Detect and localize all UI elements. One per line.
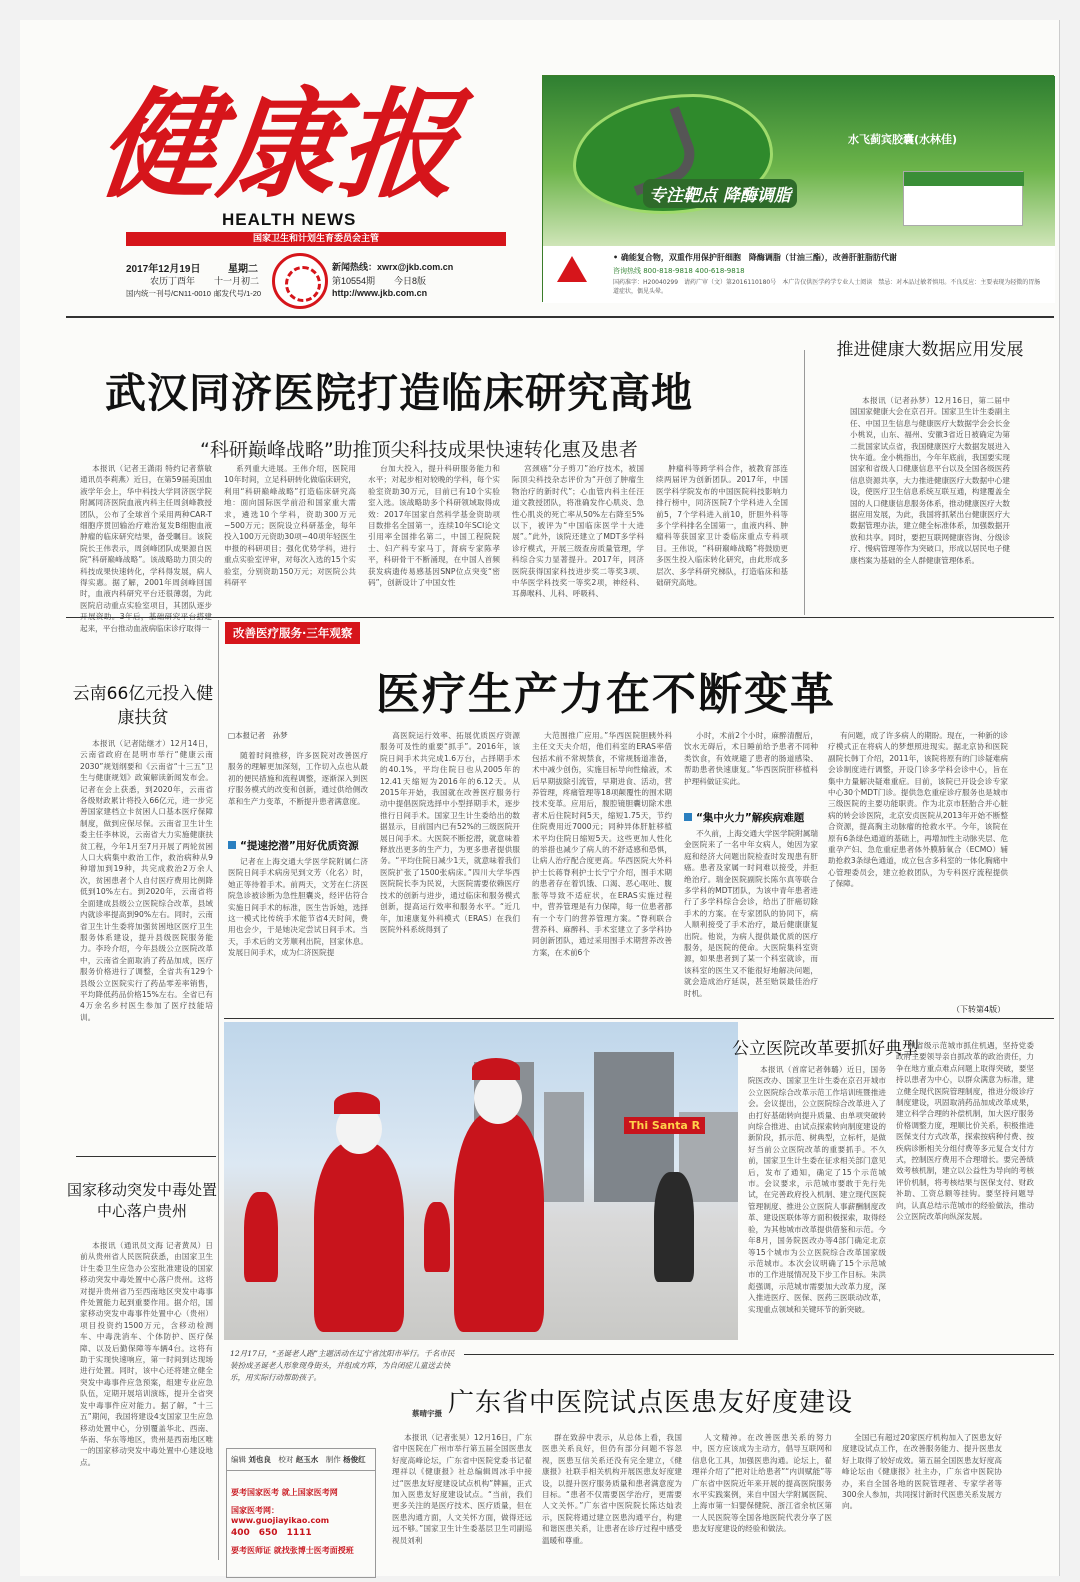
photo-credit: 蔡晴宇摄 bbox=[412, 1409, 442, 1418]
side3-headline: 国家移动突发中毒处置中心落户贵州 bbox=[66, 1181, 217, 1220]
runner-santa bbox=[424, 1202, 450, 1272]
ad-slogan: 专注靶点 降酶调脂 bbox=[643, 179, 797, 208]
side3-body: 本报讯（通讯员文海 记者黄凤）日前从贵州省人民医院获悉，由国家卫生计生委卫生应急办公室批准建设的国家移动突发中毒处置中心落户贵州。这将对提升贵州省乃至西南地区突发中毒事件处置能力起到重要作用。据介绍，国家移动突发中毒事件处置中心（贵州）项目投资约1500万元，含移动检测车、中毒洗消车、个体防护、医疗保障、以及后勤保障等车辆4台。这将有助于实现快速响应，第一时间到达现场进行处置。同时，该中心还将建立健全突发中毒事件应急预案，组建专业应急队伍，定期开展培训演练，提升全省突发中毒事件应对能力。据了解，“十三五”期间，我国将建设4支国家卫生应急移动处置中心，分别覆盖华北、西南、华南、华东等地区，贵州是西南地区唯一的国家移动突发中毒处置中心建设地点。 bbox=[80, 1241, 213, 1467]
square-icon bbox=[228, 841, 236, 849]
tcm-col-3: 人文精神。在改善医患关系的努力中，医方应该成为主动方，倡导互联网和信息化工具，加强医患沟通。论坛上，翟理祥介绍了“把对让给患者”“内训赋能”等广东省中医院近年来开展的提高医院服务水平实践案例，来自中国大学附属医院、上海市第一妇婴保健院、浙江省余杭区第一人民医院等全国各地医院代表分享了医患友好度建设的经验和做法。 bbox=[692, 1433, 832, 1534]
building bbox=[544, 1092, 584, 1202]
lead-headline: 武汉同济医院打造临床研究高地 bbox=[105, 369, 693, 417]
lunar-year: 农历丁酉年 bbox=[150, 276, 196, 286]
product-box-icon bbox=[903, 171, 1023, 226]
ad-line-1: • 确能复合物，双重作用保护肝细胞 降酶调脂（甘油三酯），改善肝脏脂肪代谢 bbox=[613, 253, 897, 262]
masthead-rule bbox=[66, 316, 1054, 318]
spectator bbox=[654, 1172, 694, 1282]
promo-line-2[interactable]: 国家医考网：www.guojiayikao.com bbox=[231, 1506, 330, 1525]
side2-body: 本报讯（记者陆继才）12月14日，云南省政府在昆明市举行“健康云南2030”规划纲要和《云南省“十三五”卫生与健康规划》政策解读新闻发布会。记者在会上获悉，到2020年，云南省各级财政累计将投入66亿元，进一步完善国家建档立卡贫困人口基本医疗保障制度，做到应保尽保。云南省卫生计生委主任李林说，云南省大力实施健康扶贫工程，今年1月至7月开展了两轮贫困人口大病集中救治工作，救治病种从9种增加到19种，共完成救治2万余人次，贫困患者个人自付医疗费用比例降低到10%左右。到2020年，云南省将全面建成县级公立医院综合改革，县域内就诊率提高到90%左右。同时，云南省卫生计生委将加强贫困地区医疗卫生服务体系建设，提升县级医院服务能力。李玲介绍，今年县级公立医院改革中，云南省全面取消了药品加成，医疗服务价格进行了调整，全省共有129个县级公立医院实行了药品零差率销售，平均降低药品价格15%左右。全省已有4万余名乡村医生参加了医疗技能培训。 bbox=[80, 739, 213, 1022]
lead-col-1: 本报讯（记者王潇雨 特约记者蔡敏 通讯员李莉燕）近日，在第59届美国血液学年会上，华中科技大学同济医学院附属同济医院血液内科主任周剑峰教授团队，公布了全球首个采用两种CAR-T细胞序贯回输治疗难治复发B细胞血液肿瘤的临床研究结果，备受瞩目。该院院长王伟表示，周剑峰团队成果源自医院“科研巅峰战略”。该战略助力顶尖的科技成果快速转化，学科得发展，病人得实惠。据了解，2001年周剑峰回国时，血液内科研究平台还很薄弱，为此医院启动重点实验室项目，其团队逐步 起来，平台推动血液病临床诊疗取得一 bbox=[80, 464, 212, 633]
staff-credits: 编辑 刘也良 校对 赵玉水 制作 杨俊红 bbox=[227, 1449, 375, 1471]
lead-col-2: 系列重大进展。王伟介绍，医院用10年时间，立足科研转化做临床研究，利用“科研巅峰战略”打造临床研究高地：面向国际医学前沿和国家重大需求，遴选10个学科，资助300万元~500万元；医院设立科研基金，每年投入100万元资助30项~40项年轻医生申报的科研项目；强化优势学科，进行重点实验室评审，对每次入选的15个实验室，分别资助150万元；对医院公共科研平 bbox=[224, 464, 356, 588]
tcm-headline: 广东省中医院试点医患友好度建设 bbox=[448, 1388, 854, 1418]
runner-santa bbox=[244, 1192, 278, 1282]
ad-brand: 水飞蓟宾胶囊(水林佳) bbox=[848, 133, 958, 146]
masthead-banner: 国家卫生和计划生育委员会主管 bbox=[126, 232, 506, 246]
issue-weekday: 星期二 bbox=[228, 264, 258, 275]
santa-run-photo bbox=[224, 1022, 738, 1340]
tasly-logo-icon bbox=[549, 256, 595, 296]
santa-hat bbox=[472, 1058, 520, 1080]
lead-col-3: 台加大投入，提升科研服务能力和水平；对起步相对较晚的学科，每个实验室资助30万元，目前已有10个实验室入选。该战略助多个科研领域取得成效：2017年国家自然科学基金资助项目数排名全国第一，连续10年SCI论文引用率全国排名第二，中国工程院院士、妇产科专家马丁，肾病专家陈孝平，科研骨干不断涌现，在中国人首频获发病遗传易感基因SNP位点突变“密码”，创新设计了中国女性 bbox=[368, 464, 500, 588]
masthead-english: HEALTH NEWS bbox=[222, 210, 357, 229]
tcm-col-1: 本报讯（记者张昊）12月16日，广东省中医院在广州市举行第五届全国医患友好度高峰论坛，广东省中医院党委书记翟理祥以《健康报》社总编辑周冰手中接过“医患友好度建设试点机构”牌匾，正式加入医患友好度建设试点。“当前，我们更多关注的是医疗技术、医疗质量，但在医患沟通方面，人文关怀方面，做得还远远不够。”国家卫生计生委基层卫生司副巡视员刘利 bbox=[392, 1433, 532, 1545]
feature-subhead-1: “提速挖潜”用好优质资源 bbox=[228, 838, 359, 853]
tcm-col-4: 全国已有超过20家医疗机构加入了医患友好度建设试点工作，在改善服务能力、提升医患友好上取得了较好成效。第五届全国医患友好度高峰论坛由《健康报》社主办，广东省中医院协办，来自全国各地的医院管理者、专家学者等300余人参加，共同探讨新时代医患关系发展方向。 bbox=[842, 1433, 1002, 1511]
lead-subhead: “科研巅峰战略”助推顶尖科技成果快速转化惠及患者 bbox=[200, 439, 638, 461]
ad-image bbox=[543, 76, 1055, 246]
side1-body: 本报讯（记者孙梦）12月16日，第二届中国国家健康大会在京召开。国家卫生计生委副主任、中国卫生信息与健康医疗大数据学会会长金小桃说，山东、福州、安徽3省近日被确定为第二批国家试点省，我国健康医疗大数据发展进入快车道。金小桃指出，今年年底前，我国要实现国家和省级人口健康信息平台以及全国各级医药信息资源共享，大力推进健康医疗大数据中心建设，使医疗卫生信息系统互联互通，构建覆盖全国的人口健康信息服务体系，推动健康医疗大数据应用发展，为此，我国将抓紧出台健康医疗大数据管理办法，建立健全标准体系，加强数据开放和共享。同时，要把互联网健康咨询、分级诊疗、慢病管理等作为突破口，形成以居民电子健康档案为基础的全人群健康管理体系。 bbox=[850, 396, 1010, 565]
website: http://www.jkb.com.cn bbox=[332, 288, 428, 298]
continued-note: （下转第4版） bbox=[952, 1005, 1006, 1014]
square-icon bbox=[684, 813, 692, 821]
reform-col-1: 本报讯（首席记者韩璐）近日，国务院医改办、国家卫生计生委在京召开城市公立医院综合改革示范工作培训班暨推进会。会议提出，公立医院综合改革进入了由打好基础转向提升质量、由单项突破转向综合推进、由试点探索转向制度建设的新阶段，抓示范、树典型，立标杆，是做好当前公立医院改革的重要抓手。不久前，国家卫生计生委在征求相关部门意见后，发布了通知，确定了15个示范城市。会议要求，示范城市要敢于先行先试，在完善政府投入机制、建立现代医院管理制度、推进公立医院人事薪酬制度改革、建设医联体等方面积极探索，取得经验，为其他城市改革提供借鉴和示范。今年8月，国务院医改办等4部门确定北京等15个城市为公立医院综合改革国家级示范城市。本次会议明确了15个示范城市的工作进展情况及下步工作目标。朱洪彪强调，示范城市需要加大改革力度，深入推进医疗、医保、医药三医联动改革，实现重点领域和关键环节的新突破。 bbox=[748, 1065, 886, 1314]
masthead-title: 健康报 bbox=[92, 75, 468, 214]
divider bbox=[804, 350, 805, 615]
ad-fineprint: 国药准字：H20040299 请药广审（文）第2016110180号 本广告仅供医学药学专业人士阅读 禁忌：对本品过敏者慎用。不良反应：主要表现为轻微的胃肠道症状，偶见头晕。 bbox=[613, 279, 1041, 295]
promo-phone: 400 650 1111 bbox=[231, 1528, 312, 1538]
issn: 国内统一刊号/CN11-0010 bbox=[126, 289, 211, 298]
page-count: 今日8版 bbox=[394, 276, 427, 286]
feature-col-4a: 小时，术前2个小时，麻醉清醒后，饮水无碍后，术日睡前给予患者不同种类饮食，有效规避了患者的肠道感染、帮助患者快速康复。”华西医院肝移植科护理科做证实此。 bbox=[684, 731, 818, 786]
masthead bbox=[92, 75, 500, 215]
side1-headline: 推进健康大数据应用发展 bbox=[836, 340, 1024, 360]
feature-headline: 医疗生产力在不断变革 bbox=[376, 669, 836, 720]
feature-subhead-2: “集中火力”解疾病难题 bbox=[684, 810, 804, 825]
promo-line-1: 要考国家医考 就上国家医考网 bbox=[231, 1488, 338, 1497]
lead-col-4: 宫颈癌“分子剪刀”治疗技术，被国际顶尖科技杂志评价为“开创了肿瘤生物治疗的新时代”；心血管内科主任汪道文教授团队，将准确发作心肌炎、急性心肌炎的死亡率从50%左右降至5%以下，被评为“中国临床医学十大进展”。”此外，该院还建立了MDT多学科诊疗模式，开展三级查房质量管理，学科综合实力显著提升。2017年，同济医院获得国家科技进步奖二等奖3项、中华医学科技奖一等奖2项，神经科、耳鼻喉科、儿科、呼吸科、 bbox=[512, 464, 644, 599]
issue-number: 第10554期 bbox=[332, 276, 376, 286]
news-hotline: 新闻热线：xwrx@jkb.com.cn bbox=[332, 262, 454, 272]
photo-caption: 12月17日，“圣诞老人跑”主题活动在辽宁省沈阳市举行。千名市民装扮成圣诞老人形象现身街头，并组成方阵，为自闭症儿童送去快乐，用实际行动帮助孩子。 bbox=[230, 1349, 455, 1382]
section-rule bbox=[224, 1018, 1054, 1019]
event-sign: Thi Santa R bbox=[624, 1117, 705, 1134]
ad-footer bbox=[543, 246, 1055, 303]
staff-box bbox=[226, 1448, 376, 1578]
feature-col-1b: 记者在上海交通大学医学院附属仁济医院日间手术病房见到文芳（化名）时，她正等待着手术。前两天，文芳在仁济医院急诊被诊断为急性胆囊炎，经评估符合实施日间手术的标准，医生告诉她，选择这一模式比传统手术能节省4天时间，费用也会少，于是她决定尝试日间手术。当天，手术后的文芳顺利出院，回家休息。发展日间手术，成为仁济医院提 bbox=[228, 857, 368, 958]
postal-code: 邮发代号/1-20 bbox=[214, 289, 262, 298]
ad-hotline: 咨询热线 800-818-9818 400-618-9818 bbox=[613, 267, 745, 275]
santa-hat bbox=[334, 1092, 380, 1114]
section-rule bbox=[464, 1354, 1054, 1355]
side2-headline: 云南66亿元投入健康扶贫 bbox=[72, 684, 214, 728]
feature-byline: □本报记者 孙梦 bbox=[228, 731, 288, 740]
tcm-col-2: 群在致辞中表示，从总体上看，我国医患关系良好，但仍有部分问题不容忽视，医患互信关系还没有完全建立，《健康报》社联手相关机构开展医患友好度建设，以提升医疗服务质量和患者满意度为目标。“患者不仅需要医学治疗，更需要人文关怀。”广东省中医院院长陈达灿表示，医院将通过建立医患沟通平台，构建和谐医患关系，让患者在诊疗过程中感受温暖和尊重。 bbox=[542, 1433, 682, 1545]
feature-col-3: 大范围推广应用。”华西医院胆胰外科主任文天夫介绍，他们科室的ERAS率借包括术前不常规禁食，不常规肠道准备，术中减少创伤，实施目标导向性输液，术后早期拔除引流管，早期进食、活动，营养管理，疼痛管理等18项颠覆性的围术期技术变革。应用后，腹腔镜胆囊切除术患者术后住院时间5天，缩短1.75天，节约住院费用近7000元；同种异体肝脏移植术平均住院日缩短5天。这些更加人性化的举措也减少了病人的不舒适感和恐惧，让病人治疗配合度更高。华西医院大外科护士长蒋脊利护士长宁宁介绍，围手术期的患者存在着饥饿、口渴、恶心呕吐、腹胀等导致不适症状，在ERAS实施过程中，营养管理是有力保障，每一位患者都有一个专门的营养管理方案。“脊利联合营养科、麻醉科、手术室建立了多学科协同创新团队，通过采用围手术期营养改善方案，在术前6个 bbox=[532, 731, 672, 957]
lead-col-5: 肿瘤科等跨学科合作，被教育部连续两届评为创新团队。2017年，中国医学科学院发布的中国医院科技影响力排行榜中，同济医院7个学科进入全国前5，7个学科进入前10，肝胆外科等多个学科排名全国第一，血液内科、肿瘤科等获国家卫计委临床重点专科项目。王伟说，“科研巅峰战略”将鼓励更多医生投入临床转化研究，由此形成多层次、多学科研究梯队，打造临床和基础研究高地。 bbox=[656, 464, 788, 588]
runner-santa bbox=[314, 1142, 404, 1332]
newspaper-page bbox=[20, 20, 1060, 1576]
reform-col-2: 和省级示范城市抓住机遇，坚持党委政府主要领导亲自抓改革的政治责任，力争在地方重点难点问题上取得突破，要坚持以患者为中心，以群众满意为标准，建立健全现代医院管理制度，推进分级诊疗制度建设，巩固取消药品加成改革成果，建立科学合理的补偿机制，加大医疗服务价格调整力度，理顺比价关系，积极推进医保支付方式改革，探索按病种付费、按疾病诊断相关分组付费等多元复合支付方式，控制医疗费用不合理增长。要完善绩效考核机制，建立以公益性为导向的考核评价机制，将考核结果与医保支付、财政补助、工资总额等挂钩。要坚持问题导向，认真总结示范城市的经验做法，推动公立医院改革向纵深发展。 bbox=[896, 1041, 1034, 1222]
anniversary-logo bbox=[272, 253, 328, 309]
advertisement bbox=[542, 75, 1054, 302]
divider bbox=[76, 1156, 216, 1157]
feature-col-4b: 不久前，上海交通大学医学院附属瑞金医院来了一名中年女病人，她因为家庭和经济大问题出院检查时发现患有肝癌。患者及家属一时间难以接受，并拒绝治疗。瑞金医院副院长陈尔真等联合多学科的MDT团队，为该中青年患者进行了多学科综合会诊，给出了肝癌切除手术的方案。在专家团队的协同下，病人顺利接受了手术治疗，最后健康康复出院。他说，为病人提供最优质的医疗服务，是医院的使命。大医院集科室资源，如果患者到了某一个科室就诊，而该科室的医生又不能很好地解决问题，就会造成治疗延误，甚至贻误最佳治疗时机。 bbox=[684, 829, 818, 998]
reform-headline: 公立医院改革要抓好典型 bbox=[732, 1039, 919, 1059]
section-rule bbox=[66, 617, 1054, 618]
issue-date: 2017年12月19日 bbox=[126, 264, 201, 275]
feature-col-2: 高医院运行效率、拓展优质医疗资源服务可及性的重要“抓手”。2016年，该院日间手术共完成1.6万台，占择期手术的40.1%，平均住院日也从2005年的12.41天缩短为2016年的6.12天。从2015年开始，我国就在改善医疗服务行动中提倡医院选择中小型择期手术，逐步推行日间手术。国家卫生计生委给出的数据显示，目前国内已有52%的三级医院开展日间手术。大医院不断挖潜，就意味着释放出更多的生产力，为更多患者提供服务。“平均住院日减少1天，就意味着我们医院扩张了1500张病床。”四川大学华西医院院长李为民说，大医院需要依赖医疗技术的创新与进步，通过临床和服务模式创新，提高运行效率和服务水平。“近几年，加速康复外科模式（ERAS）在我们医院外科系统得到了 bbox=[380, 731, 520, 934]
promo-line-4: 要考医师证 就找张博士医考面授班 bbox=[231, 1546, 354, 1555]
runner-santa bbox=[454, 1112, 544, 1332]
feature-col-1a: 随着时间推移，许多医院对改善医疗服务的理解更加深刻，工作切入点也从最初的便民措施和流程调整，逐渐深入到医疗服务模式的改变和创新，通过供给侧改革和生产力变革，不断提升患者满意度。 bbox=[228, 751, 368, 806]
divider bbox=[218, 620, 219, 1560]
lunar-day: 十一月初二 bbox=[214, 276, 260, 286]
section-tag: 改善医疗服务·三年观察 bbox=[225, 622, 360, 644]
feature-col-5: 有问题，成了许多病人的期盼。现在，一种新的诊疗模式正在将病人的梦想照进现实。据北京协和医院副院长韩丁介绍，2011年，该院将原有的门诊疑难病会诊制度进行调整，开设门诊多学科会诊中心，旨在集中力量解决疑难重症。目前，该院已开设会诊专家中心30个MDT门诊。提供急危重症诊疗服务也是城市三级医院的主要功能职责。作为北京市胚胎合并心脏病的转会诊医院，北京安贞医院从2013年开始不断整合资源，提高胸主动脉瘤的抢救水平。今年，该院在原有6条绿色通道的基础上，再增加性主动脉夹层、危重孕产妇、急危重症患者体外膜肺氧合（ECMO）辅助抢救3条绿色通道，成立包含多科室的一体化胸痛中心管理委员会，建立抢救团队，为专科医疗流程提供了保障。 bbox=[828, 731, 1008, 889]
